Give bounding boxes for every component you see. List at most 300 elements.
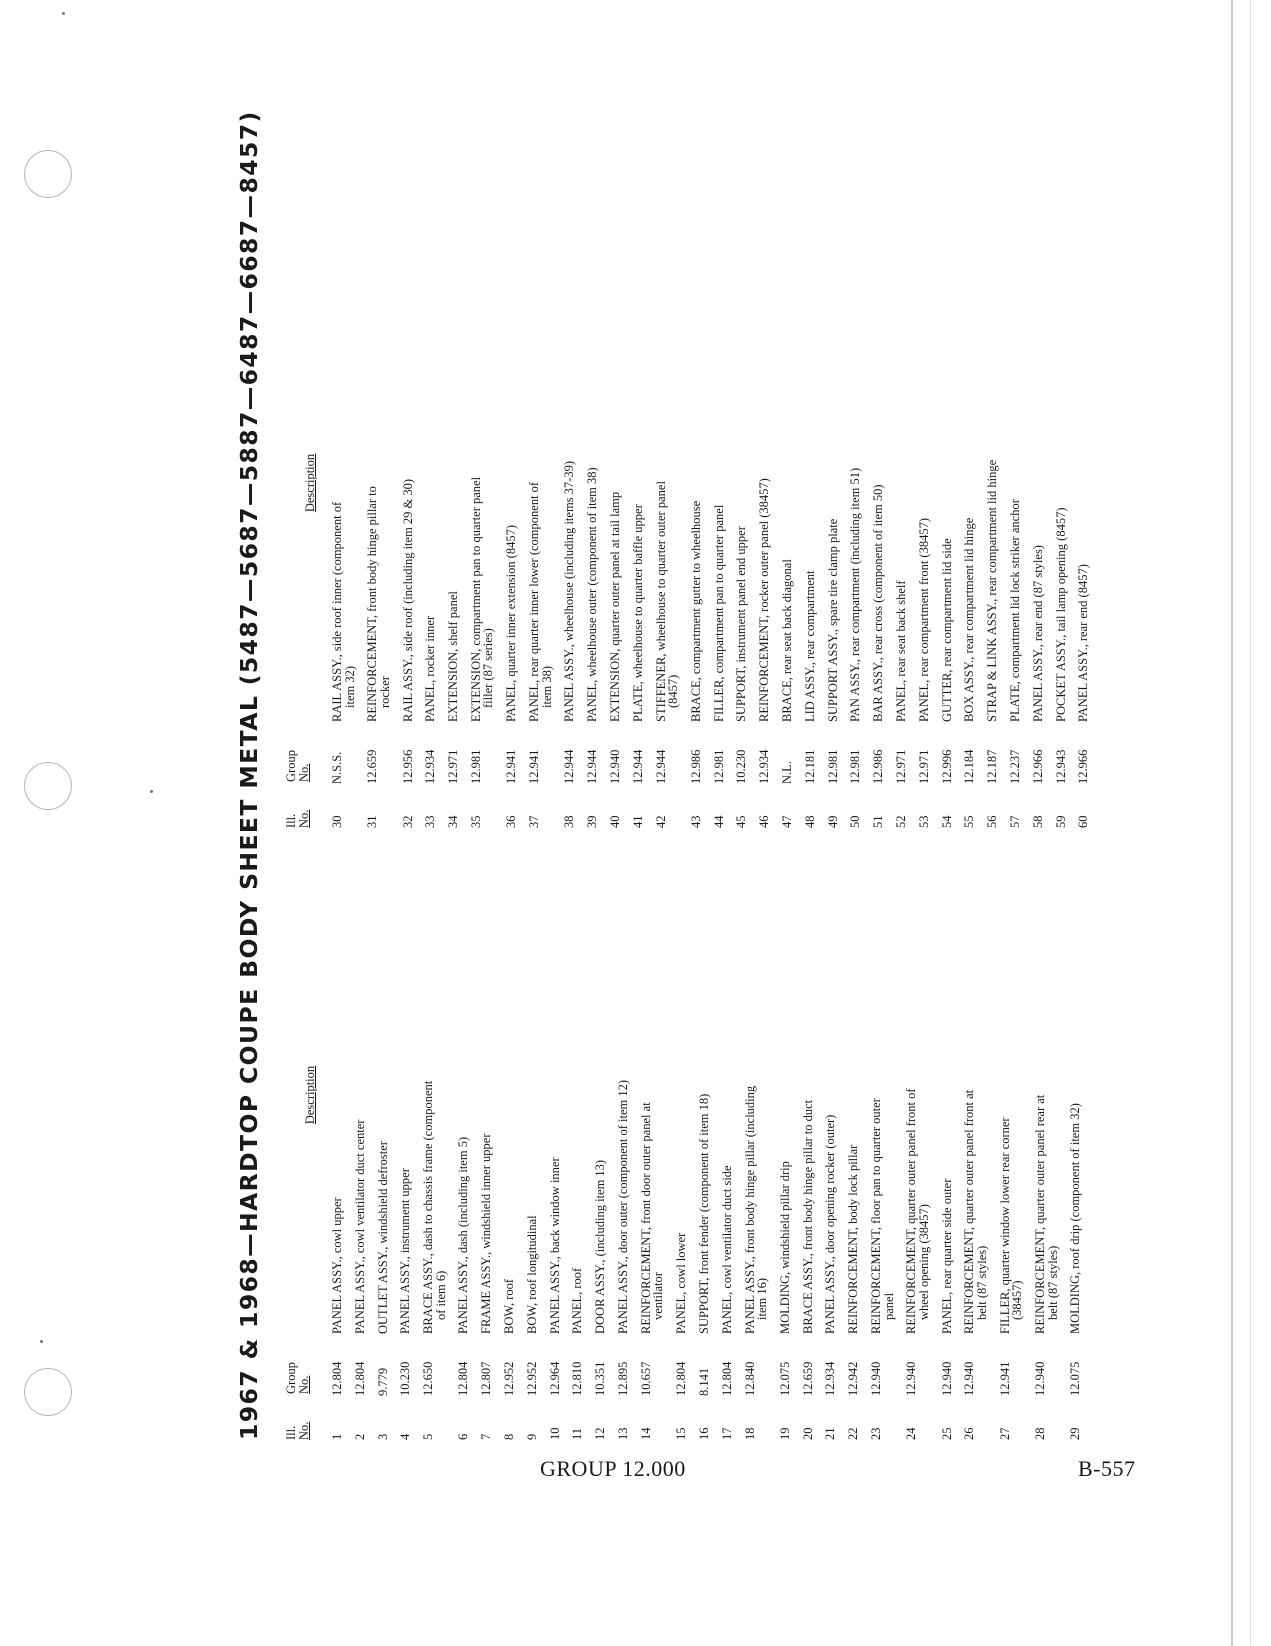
- part-description: [847, 850, 860, 1334]
- page-edge-line: [1231, 0, 1233, 1646]
- ill-number: 7: [479, 1433, 494, 1440]
- group-number: 10.230: [734, 749, 749, 784]
- table-row: [999, 850, 1024, 1440]
- part-description: [779, 850, 792, 1334]
- group-number: 12.964: [547, 1361, 562, 1396]
- description-line: PLATE, wheelhouse to quarter baffle upper: [630, 504, 645, 722]
- description-line: SUPPORT ASSY., spare tire clamp plate: [825, 518, 840, 722]
- ill-number: 53: [916, 815, 931, 828]
- description-line: REINFORCEMENT, rocker outer panel (38457): [757, 478, 772, 722]
- table-row: [870, 850, 895, 1440]
- part-description: [549, 850, 562, 1334]
- description-line: BOX ASSY., rear compartment lid hinge: [962, 517, 977, 722]
- ill-number: 42: [653, 815, 668, 828]
- page-edge-line: [1250, 0, 1251, 1646]
- group-number: 12.986: [688, 749, 703, 784]
- part-description: [586, 238, 599, 722]
- ill-number: 58: [1030, 815, 1045, 828]
- group-number: 12.181: [802, 749, 817, 784]
- group-number: 12.804: [330, 1361, 344, 1396]
- ill-number: 2: [352, 1433, 367, 1440]
- description-continuation: (8457): [666, 674, 681, 708]
- description-line: BRACE, rear seat back diagonal: [780, 559, 795, 722]
- table-row: [640, 850, 665, 1440]
- part-description: [827, 238, 840, 722]
- group-number: 12.966: [1076, 749, 1091, 784]
- table-header: [285, 238, 331, 828]
- ill-number: 29: [1068, 1427, 1083, 1440]
- description-line: PANEL, roof: [570, 1267, 585, 1334]
- description-line: MOLDING, windshield pillar drip: [777, 1161, 792, 1334]
- group-number: 12.944: [630, 749, 645, 784]
- group-number: 12.075: [777, 1361, 792, 1396]
- description-line: REINFORCEMENT, front door outer panel at: [638, 1102, 653, 1334]
- table-row: [447, 238, 460, 828]
- description-continuation: item 16): [755, 1277, 770, 1320]
- part-description: [617, 850, 630, 1334]
- table-row: [872, 238, 885, 828]
- group-number: 12.075: [1068, 1361, 1083, 1396]
- ill-number: 54: [939, 815, 954, 828]
- description-line: POCKET ASSY., tail lamp opening (8457): [1053, 507, 1068, 722]
- header-group: Group No.: [284, 750, 311, 782]
- group-number: 12.934: [823, 1361, 838, 1396]
- description-line: BRACE ASSY., dash to chassis frame (component: [421, 1080, 436, 1334]
- table-row: [1032, 238, 1045, 828]
- binder-hole: [24, 150, 72, 198]
- part-description: [804, 238, 817, 722]
- ill-number: 21: [823, 1427, 838, 1440]
- table-row: [377, 850, 390, 1440]
- group-number: 12.981: [711, 749, 726, 784]
- description-line: SUPPORT, front fender (component of item 18): [696, 1093, 711, 1334]
- part-description: [986, 238, 999, 722]
- part-description: [480, 850, 493, 1334]
- description-continuation: panel: [881, 1292, 896, 1320]
- part-description: [457, 850, 470, 1334]
- part-description: [758, 238, 771, 722]
- description-line: PANEL, rear compartment front (38457): [916, 518, 931, 722]
- group-number: 10.657: [638, 1361, 653, 1396]
- table-row: [781, 238, 794, 828]
- part-description: [802, 850, 815, 1334]
- table-row: [735, 238, 748, 828]
- part-description: [1055, 238, 1068, 722]
- page-title: 1967 & 1968—HARDTOP COUPE BODY SHEET METAL (5487—5687—5887—6487—6687—8457): [235, 110, 263, 1440]
- binder-hole: [24, 762, 72, 810]
- ill-number: 17: [719, 1427, 734, 1440]
- group-number: 12.966: [1030, 749, 1045, 784]
- description-line: MOLDING, roof drip (component of item 32): [1068, 1103, 1083, 1334]
- ill-number: 9: [524, 1433, 539, 1440]
- description-line: STIFFENER, wheelhouse to quarter outer panel: [653, 481, 668, 722]
- description-line: REINFORCEMENT, quarter outer panel front at: [962, 1089, 977, 1334]
- ill-number: 30: [330, 815, 344, 828]
- table-row: [713, 238, 726, 828]
- group-number: 8.141: [696, 1367, 711, 1396]
- group-number: 12.944: [585, 749, 600, 784]
- part-description: [422, 850, 447, 1334]
- table-row: [802, 850, 815, 1440]
- description-line: PANEL ASSY., rear end (87 styles): [1030, 545, 1045, 722]
- description-line: PANEL, quarter inner extension (8457): [504, 524, 519, 722]
- description-continuation: of item 6): [433, 1270, 448, 1320]
- description-line: PANEL ASSY., cowl ventilator duct center: [352, 1119, 367, 1334]
- part-description: [655, 238, 680, 722]
- description-line: EXTENSION, compartment pan to quarter panel: [468, 476, 483, 722]
- table-row: [918, 238, 931, 828]
- group-number: N.L.: [780, 761, 795, 784]
- part-description: [503, 850, 516, 1334]
- ill-number: 12: [593, 1427, 608, 1440]
- description-line: FILLER, quarter window lower rear corner: [997, 1117, 1012, 1334]
- header-ill: Ill. No.: [284, 1421, 311, 1440]
- description-line: PAN ASSY., rear compartment (including item 51): [848, 467, 863, 722]
- parts-table-left: [285, 850, 1092, 1440]
- table-row: [827, 238, 840, 828]
- description-line: PLATE, compartment lid lock striker anchor: [1008, 499, 1023, 722]
- description-line: OUTLET ASSY., windshield defroster: [375, 1141, 390, 1334]
- part-description: [963, 850, 988, 1334]
- table-row: [331, 850, 344, 1440]
- part-description: [331, 850, 344, 1334]
- part-description: [1009, 238, 1022, 722]
- table-row: [563, 238, 576, 828]
- table-row: [758, 238, 771, 828]
- part-description: [675, 850, 688, 1334]
- group-number: 12.971: [894, 749, 909, 784]
- table-row: [941, 850, 954, 1440]
- part-description: [571, 850, 584, 1334]
- description-line: PANEL, cowl lower: [674, 1232, 689, 1334]
- group-number: 12.940: [607, 749, 622, 784]
- table-row: [963, 850, 988, 1440]
- part-description: [781, 238, 794, 722]
- description-line: BOW, roof longitudinal: [524, 1215, 539, 1334]
- group-number: 12.807: [479, 1361, 494, 1396]
- binder-hole: [24, 1368, 72, 1416]
- table-row: [399, 850, 412, 1440]
- ill-number: 16: [696, 1427, 711, 1440]
- part-description: [640, 850, 665, 1334]
- rows-right: [331, 238, 1090, 828]
- ill-number: 49: [825, 815, 840, 828]
- description-line: REINFORCEMENT, quarter outer panel front of: [904, 1088, 919, 1334]
- group-number: 9.779: [375, 1367, 390, 1396]
- ill-number: 50: [848, 815, 863, 828]
- group-number: 12.840: [742, 1361, 757, 1396]
- header-ill: Ill. No.: [284, 809, 311, 828]
- description-line: PANEL, cowl ventilator duct side: [719, 1165, 734, 1334]
- part-description: [690, 238, 703, 722]
- part-description: [632, 238, 645, 722]
- part-description: [941, 850, 954, 1334]
- table-row: [1077, 238, 1090, 828]
- description-line: FRAME ASSY., windshield inner upper: [479, 1133, 494, 1334]
- part-description: [470, 238, 495, 722]
- table-header: [285, 850, 331, 1440]
- table-row: [905, 850, 930, 1440]
- group-number: 12.237: [1008, 749, 1023, 784]
- header-group: Group No.: [284, 1362, 311, 1394]
- ill-number: 4: [398, 1433, 413, 1440]
- ill-number: 13: [616, 1427, 631, 1440]
- part-description: [941, 238, 954, 722]
- table-row: [571, 850, 584, 1440]
- group-number: 12.986: [871, 749, 886, 784]
- group-number: 10.230: [398, 1361, 413, 1396]
- ill-number: 56: [985, 815, 1000, 828]
- group-number: 12.934: [423, 749, 438, 784]
- table-row: [941, 238, 954, 828]
- part-description: [744, 850, 769, 1334]
- ill-number: 48: [802, 815, 817, 828]
- group-number: 12.944: [562, 749, 577, 784]
- ill-number: 41: [630, 815, 645, 828]
- ill-number: 34: [446, 815, 461, 828]
- group-number: 12.804: [456, 1361, 471, 1396]
- ill-number: 40: [607, 815, 622, 828]
- rows-left: [331, 850, 1082, 1440]
- table-row: [424, 238, 437, 828]
- description-line: STRAP & LINK ASSY., rear compartment lid hinge: [985, 459, 1000, 722]
- group-number: N.S.S.: [330, 751, 344, 784]
- ill-number: 24: [904, 1427, 919, 1440]
- description-line: PANEL ASSY., cowl upper: [330, 1197, 344, 1334]
- part-description: [963, 238, 976, 722]
- table-row: [457, 850, 470, 1440]
- part-description: [331, 238, 356, 722]
- description-continuation: item 32): [342, 665, 357, 708]
- group-number: 12.184: [962, 749, 977, 784]
- group-number: 12.996: [939, 749, 954, 784]
- table-row: [804, 238, 817, 828]
- group-number: 12.981: [825, 749, 840, 784]
- group-number: 12.804: [719, 1361, 734, 1396]
- description-line: RAIL ASSY., side roof (including item 29 & 30): [400, 478, 415, 722]
- table-row: [526, 850, 539, 1440]
- ill-number: 14: [638, 1427, 653, 1440]
- description-continuation: ventilator: [651, 1272, 666, 1320]
- ill-number: 59: [1053, 815, 1068, 828]
- group-number: 12.981: [468, 749, 483, 784]
- description-line: BOW, roof: [502, 1278, 517, 1334]
- parts-table-right: [285, 238, 1100, 828]
- group-number: 12.940: [869, 1361, 884, 1396]
- ill-number: 20: [800, 1427, 815, 1440]
- group-number: 12.941: [527, 749, 542, 784]
- part-description: [402, 238, 415, 722]
- table-row: [744, 850, 769, 1440]
- ill-number: 38: [562, 815, 577, 828]
- table-row: [779, 850, 792, 1440]
- description-continuation: rocker: [377, 676, 392, 708]
- table-row: [963, 238, 976, 828]
- description-continuation: belt (87 styles): [1045, 1245, 1060, 1320]
- table-row: [503, 850, 516, 1440]
- description-line: PANEL, rear quarter inner lower (component of: [527, 481, 542, 722]
- group-number: 12.952: [502, 1361, 517, 1396]
- part-description: [609, 238, 622, 722]
- ill-number: 3: [375, 1433, 390, 1440]
- description-continuation: belt (87 styles): [974, 1245, 989, 1320]
- table-row: [986, 238, 999, 828]
- group-number: 12.941: [504, 749, 519, 784]
- table-row: [1034, 850, 1059, 1440]
- scan-speck: [40, 1340, 43, 1343]
- table-row: [895, 238, 908, 828]
- group-number: 12.895: [616, 1361, 631, 1396]
- description-line: DOOR ASSY., (including item 13): [593, 1159, 608, 1334]
- part-description: [698, 850, 711, 1334]
- group-number: 12.940: [1033, 1361, 1048, 1396]
- description-line: EXTENSION, shelf panel: [446, 591, 461, 722]
- ill-number: 23: [869, 1427, 884, 1440]
- part-description: [528, 238, 553, 722]
- part-description: [594, 850, 607, 1334]
- part-description: [849, 238, 862, 722]
- ill-number: 10: [547, 1427, 562, 1440]
- part-description: [424, 238, 437, 722]
- description-line: REINFORCEMENT, front body hinge pillar to: [365, 486, 380, 722]
- group-number: 12.952: [524, 1361, 539, 1396]
- footer-group: GROUP 12.000: [540, 1456, 686, 1481]
- part-description: [824, 850, 837, 1334]
- part-description: [447, 238, 460, 722]
- part-description: [526, 850, 539, 1334]
- description-line: REINFORCEMENT, floor pan to quarter outer: [869, 1098, 884, 1334]
- description-line: REINFORCEMENT, body lock pillar: [846, 1144, 861, 1334]
- description-continuation: wheel opening (38457): [916, 1204, 931, 1320]
- part-description: [735, 238, 748, 722]
- ill-number: 6: [456, 1433, 471, 1440]
- table-row: [586, 238, 599, 828]
- table-row: [609, 238, 622, 828]
- ill-number: 44: [711, 815, 726, 828]
- part-description: [721, 850, 734, 1334]
- ill-number: 55: [962, 815, 977, 828]
- header-description: Description: [303, 453, 317, 513]
- part-description: [563, 238, 576, 722]
- group-number: 12.659: [365, 749, 380, 784]
- part-description: [377, 850, 390, 1334]
- ill-number: 39: [585, 815, 600, 828]
- table-row: [422, 850, 447, 1440]
- ill-number: 60: [1076, 815, 1091, 828]
- part-description: [399, 850, 412, 1334]
- description-line: BRACE, compartment gutter to wheelhouse: [688, 500, 703, 722]
- group-number: 12.650: [421, 1361, 436, 1396]
- ill-number: 47: [780, 815, 795, 828]
- table-row: [632, 238, 645, 828]
- ill-number: 51: [871, 815, 886, 828]
- rotated-content: [235, 110, 1125, 1440]
- ill-number: 33: [423, 815, 438, 828]
- table-row: [594, 850, 607, 1440]
- part-description: [872, 238, 885, 722]
- description-line: BRACE ASSY., front body hinge pillar to duct: [800, 1099, 815, 1334]
- description-line: LID ASSY., rear compartment: [802, 570, 817, 722]
- table-row: [366, 238, 391, 828]
- description-line: PANEL ASSY., rear end (8457): [1076, 564, 1091, 722]
- ill-number: 36: [504, 815, 519, 828]
- group-number: 12.981: [848, 749, 863, 784]
- group-number: 12.943: [1053, 749, 1068, 784]
- ill-number: 19: [777, 1427, 792, 1440]
- table-row: [849, 238, 862, 828]
- ill-number: 35: [468, 815, 483, 828]
- description-line: PANEL ASSY., door outer (component of item 12): [616, 1079, 631, 1334]
- table-row: [698, 850, 711, 1440]
- group-number: 12.971: [446, 749, 461, 784]
- ill-number: 52: [894, 815, 909, 828]
- description-line: PANEL ASSY., instrument upper: [398, 1168, 413, 1334]
- table-row: [655, 238, 680, 828]
- ill-number: 57: [1008, 815, 1023, 828]
- footer-page-number: B-557: [1078, 1456, 1136, 1481]
- description-line: PANEL ASSY., front body hinge pillar (including: [742, 1085, 757, 1334]
- description-line: PANEL ASSY., back window inner: [547, 1157, 562, 1334]
- table-row: [1069, 850, 1082, 1440]
- ill-number: 32: [400, 815, 415, 828]
- scan-speck: [62, 12, 65, 15]
- ill-number: 37: [527, 815, 542, 828]
- group-number: 12.971: [916, 749, 931, 784]
- group-number: 12.804: [352, 1361, 367, 1396]
- description-line: PANEL ASSY., wheelhouse (including items 37-39): [562, 461, 577, 722]
- description-continuation: filler (87 series): [481, 628, 496, 708]
- table-row: [824, 850, 837, 1440]
- group-number: 10.351: [593, 1361, 608, 1396]
- description-line: PANEL ASSY., door opening rocker (outer): [823, 1114, 838, 1334]
- description-line: PANEL, rocker inner: [423, 615, 438, 722]
- group-number: 12.940: [962, 1361, 977, 1396]
- ill-number: 27: [997, 1427, 1012, 1440]
- table-row: [675, 850, 688, 1440]
- table-row: [354, 850, 367, 1440]
- ill-number: 22: [846, 1427, 861, 1440]
- description-line: RAIL ASSY., side roof inner (component of: [330, 501, 344, 722]
- group-number: 12.659: [800, 1361, 815, 1396]
- description-line: FILLER, compartment pan to quarter panel: [711, 504, 726, 722]
- ill-number: 26: [962, 1427, 977, 1440]
- scan-speck: [150, 790, 153, 793]
- part-description: [505, 238, 518, 722]
- table-row: [721, 850, 734, 1440]
- table-row: [402, 238, 415, 828]
- description-line: REINFORCEMENT, quarter outer panel rear at: [1033, 1094, 1048, 1334]
- ill-number: 1: [330, 1433, 344, 1440]
- part-description: [918, 238, 931, 722]
- description-line: SUPPORT, instrument panel end upper: [734, 526, 749, 722]
- part-description: [713, 238, 726, 722]
- table-row: [549, 850, 562, 1440]
- part-description: [366, 238, 391, 722]
- ill-number: 11: [570, 1427, 585, 1440]
- group-number: 12.810: [570, 1361, 585, 1396]
- table-row: [847, 850, 860, 1440]
- ill-number: 8: [502, 1433, 517, 1440]
- table-row: [505, 238, 518, 828]
- part-description: [1032, 238, 1045, 722]
- ill-number: 46: [757, 815, 772, 828]
- table-row: [480, 850, 493, 1440]
- description-line: GUTTER, rear compartment lid side: [939, 538, 954, 722]
- part-description: [999, 850, 1024, 1334]
- group-number: 12.804: [674, 1361, 689, 1396]
- ill-number: 45: [734, 815, 749, 828]
- description-line: PANEL, rear quarter side outer: [939, 1178, 954, 1334]
